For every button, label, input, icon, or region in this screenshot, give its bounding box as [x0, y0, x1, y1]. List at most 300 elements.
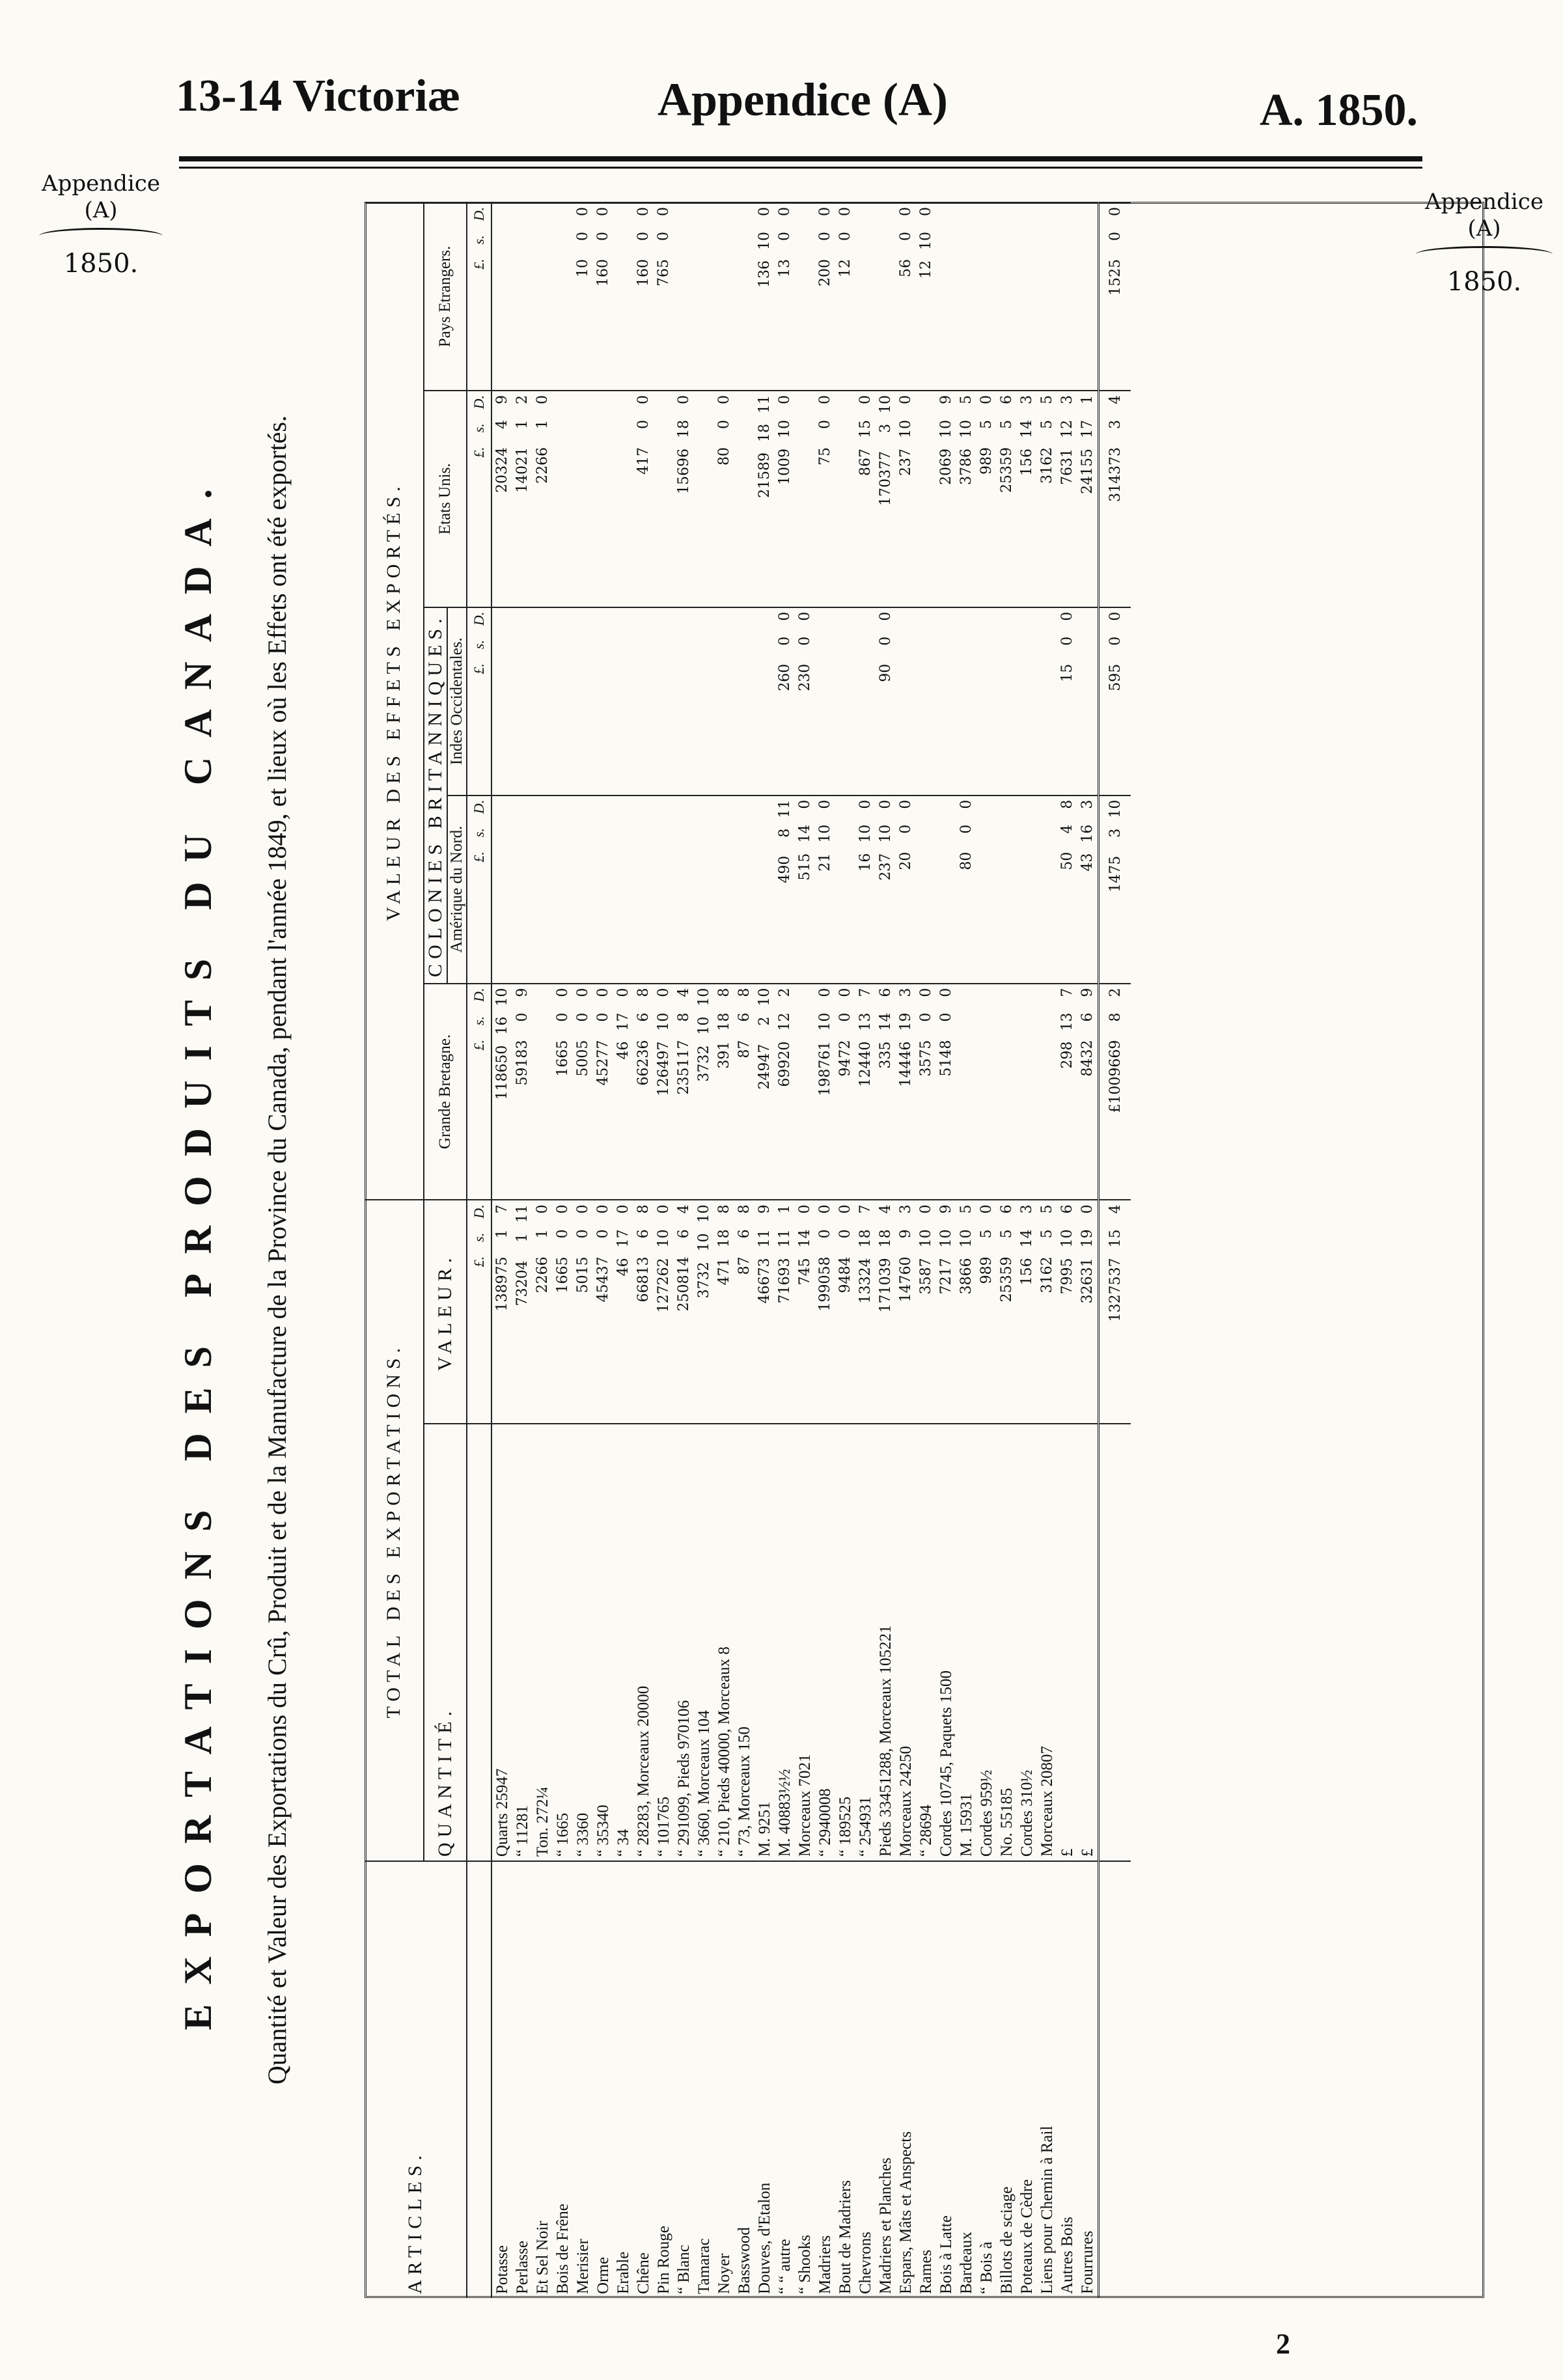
money-value: [1105, 207, 1126, 386]
money-cell: [1077, 202, 1099, 391]
margin-note-year: 1850.: [63, 248, 139, 279]
shillings-value: 5: [1039, 419, 1055, 429]
money-cell: [956, 607, 976, 796]
money-cell: [997, 796, 1017, 984]
pounds-value: 46673: [756, 1258, 773, 1304]
article-name: Bout de Madriers: [837, 2180, 854, 2294]
quantity-cell: [815, 1424, 835, 1861]
pence-value: 0: [756, 207, 773, 216]
pounds-value: 3587: [918, 1258, 934, 1295]
money-value: [573, 1204, 593, 1419]
money-value: [1057, 800, 1077, 979]
pounds-value: 260: [777, 663, 793, 691]
unit-shillings: s.: [471, 1016, 487, 1026]
money-value: [775, 395, 795, 603]
pounds-value: 156: [1019, 1258, 1035, 1286]
money-cell: [573, 796, 593, 984]
shillings-value: 0: [797, 636, 813, 646]
article-name: “ “ autre: [776, 2239, 794, 2294]
quantity-cell: [956, 1424, 976, 1861]
margin-note-label: Appendice: [42, 171, 160, 197]
article-cell: [896, 1861, 916, 2298]
pounds-value: 87: [736, 1040, 753, 1059]
pence-value: 0: [898, 207, 914, 216]
article-name: Perlasse: [514, 2241, 531, 2294]
money-cell: [855, 607, 876, 796]
shillings-value: 0: [575, 1012, 591, 1022]
pounds-value: 250814: [676, 1256, 692, 1312]
shillings-value: 9: [898, 1229, 914, 1239]
money-value: [613, 988, 633, 1196]
pence-value: 0: [534, 1204, 551, 1214]
pounds-value: 7217: [938, 1258, 954, 1295]
shillings-value: 12: [1059, 419, 1075, 438]
money-cell: [876, 796, 896, 984]
unit-shillings: s.: [471, 235, 487, 245]
article-cell: [674, 1861, 694, 2298]
unit-pence: D.: [471, 394, 487, 409]
money-value: [1057, 988, 1077, 1196]
quantity-value: Cordes 959½: [978, 1769, 995, 1857]
pence-value: 6: [878, 988, 894, 997]
article-name: Merisier: [574, 2239, 592, 2294]
money-value: [976, 395, 997, 603]
money-cell: [714, 1200, 734, 1424]
money-value: [956, 800, 976, 979]
table-row: [896, 202, 916, 2298]
money-cell: [734, 202, 754, 391]
quantity-cell: [674, 1424, 694, 1861]
money-value: [593, 988, 613, 1196]
pence-value: 7: [857, 1204, 874, 1214]
article-name: Erable: [615, 2251, 632, 2294]
money-cell: [674, 202, 694, 391]
money-cell: [654, 391, 674, 607]
money-value: [1057, 1204, 1077, 1419]
pence-value: 0: [797, 1204, 813, 1214]
pence-value: 0: [918, 1204, 934, 1214]
quantity-value: Morceaux 7021: [796, 1754, 814, 1857]
pounds-value: 989: [978, 1256, 995, 1284]
shillings-value: 10: [656, 1012, 672, 1031]
money-cell: [976, 984, 997, 1200]
money-value: [1017, 1204, 1037, 1419]
money-cell: [512, 607, 533, 796]
quantity-value: £: [1079, 1848, 1096, 1857]
pence-value: 0: [1107, 207, 1124, 216]
money-cell: [1077, 391, 1099, 607]
article-name: Et Sel Noir: [534, 2221, 551, 2294]
table-row: [815, 202, 835, 2298]
table-row: [533, 202, 553, 2298]
totals-row: [1099, 202, 1131, 2298]
money-value: [896, 395, 916, 603]
article-cell: [593, 1861, 613, 2298]
quantity-cell: [976, 1424, 997, 1861]
table-row: [775, 202, 795, 2298]
money-cell: [512, 1200, 533, 1424]
shillings-value: 10: [918, 232, 934, 250]
shillings-value: 14: [1019, 419, 1035, 438]
money-value: [633, 1204, 654, 1419]
quantity-value: “ 11281: [514, 1805, 531, 1857]
table-row: [512, 202, 533, 2298]
pence-value: 0: [817, 394, 833, 404]
quantity-value: “ 101765: [655, 1796, 672, 1857]
article-name: Chevrons: [857, 2232, 874, 2294]
pounds-value: 2266: [534, 447, 551, 484]
pence-value: 0: [656, 207, 672, 216]
pounds-value: 12440: [857, 1041, 874, 1087]
unit-pounds: £.: [471, 1040, 487, 1051]
shillings-value: 0: [878, 636, 894, 646]
pence-value: 0: [817, 1204, 833, 1214]
pence-value: 11: [514, 1204, 531, 1223]
money-value: [492, 1204, 512, 1419]
quantity-value: “ 34: [615, 1829, 632, 1857]
pounds-value: 138975: [494, 1256, 510, 1312]
article-cell: [1077, 1861, 1099, 2298]
pounds-value: 989: [978, 447, 995, 475]
money-cell: [654, 984, 674, 1200]
quantity-value: M. 15931: [958, 1793, 975, 1857]
unit-labels: [471, 800, 488, 979]
money-cell: [1037, 984, 1057, 1200]
article-cell: [775, 1861, 795, 2298]
money-value: [997, 1204, 1017, 1419]
pence-value: 4: [878, 1204, 894, 1214]
shillings-value: 18: [857, 1229, 874, 1248]
pounds-value: 335: [878, 1041, 894, 1069]
pence-value: 9: [756, 1204, 773, 1214]
unit-labels: [471, 612, 488, 791]
money-cell: [491, 796, 512, 984]
quantity-cell: [694, 1424, 714, 1861]
money-cell: [1017, 796, 1037, 984]
money-value: [1105, 1204, 1126, 1419]
col-group-total: TOTAL DES EXPORTATIONS.: [365, 1200, 424, 1861]
pence-value: 8: [716, 988, 732, 997]
pence-value: 0: [878, 611, 894, 621]
unit-pounds: £.: [471, 663, 487, 674]
money-cell: [815, 391, 835, 607]
pence-value: 0: [595, 1204, 611, 1214]
money-value: [815, 988, 835, 1196]
money-cell: [1017, 391, 1037, 607]
pence-value: 7: [494, 1204, 510, 1214]
shillings-value: 18: [716, 1012, 732, 1031]
money-cell: [916, 1200, 936, 1424]
margin-note-paren: (A): [1467, 215, 1501, 242]
running-head-year: A. 1850.: [1260, 85, 1418, 135]
money-cell: [855, 984, 876, 1200]
running-head-session: 13-14 Victoriæ: [176, 71, 461, 121]
shillings-value: 0: [656, 232, 672, 241]
money-cell: [936, 984, 956, 1200]
pence-value: 9: [938, 1204, 954, 1214]
article-cell: [815, 1861, 835, 2298]
quantity-cell: [553, 1424, 573, 1861]
table-body: [491, 202, 1131, 2298]
unit-labels: [471, 207, 488, 386]
quantity-value: Ton. 272¼: [534, 1786, 551, 1857]
money-cell: [997, 202, 1017, 391]
money-cell: [956, 1200, 976, 1424]
pounds-value: 45437: [595, 1256, 611, 1303]
shillings-value: 0: [837, 1012, 853, 1022]
shillings-value: 1: [534, 419, 551, 429]
shillings-value: 6: [635, 1012, 652, 1022]
pounds-value: 200: [817, 259, 833, 286]
money-cell: [714, 202, 734, 391]
shillings-value: 3: [1107, 419, 1124, 429]
money-cell: [1057, 607, 1077, 796]
money-cell: [775, 202, 795, 391]
pence-value: 0: [797, 799, 813, 809]
shillings-value: 19: [1079, 1229, 1096, 1248]
money-cell: [654, 607, 674, 796]
pounds-value: 3575: [918, 1040, 934, 1077]
quantity-value: “ 189525: [837, 1796, 854, 1857]
pence-value: 2: [777, 988, 793, 997]
article-name: “ Bois à: [978, 2241, 995, 2294]
money-cell: [553, 202, 573, 391]
pence-value: 0: [857, 394, 874, 404]
pounds-value: 1475: [1107, 855, 1124, 893]
money-value: [936, 988, 956, 1196]
table-row: [593, 202, 613, 2298]
money-cell: [835, 984, 855, 1200]
quantity-cell: [1037, 1424, 1057, 1861]
money-cell: [654, 202, 674, 391]
pence-value: 0: [817, 207, 833, 216]
quantity-value: “ 1665: [554, 1812, 572, 1857]
money-value: [815, 1204, 835, 1419]
pence-value: 0: [1059, 611, 1075, 621]
col-quantite: QUANTITÉ.: [424, 1424, 467, 1861]
shillings-value: 17: [1079, 419, 1096, 438]
shillings-value: 18: [878, 1229, 894, 1248]
pence-value: 3: [1079, 799, 1096, 809]
unit-shillings: s.: [471, 423, 487, 433]
quantity-cell: [1057, 1424, 1077, 1861]
article-name: Bardeaux: [958, 2232, 975, 2294]
pence-value: 0: [575, 988, 591, 997]
money-cell: [1099, 1200, 1131, 1424]
money-value: [795, 612, 815, 791]
pounds-value: 75: [817, 447, 833, 465]
article-cell: [916, 1861, 936, 2298]
pence-value: 0: [817, 799, 833, 809]
pence-value: 2: [514, 394, 531, 404]
quantity-cell: [613, 1424, 633, 1861]
money-cell: [936, 796, 956, 984]
money-value: [835, 988, 855, 1196]
shillings-value: 4: [1059, 824, 1075, 834]
col-group-effets: VALEUR DES EFFETS EXPORTÉS.: [365, 202, 424, 1200]
shillings-value: 0: [595, 1012, 611, 1022]
shillings-value: 0: [575, 232, 591, 241]
shillings-value: 0: [918, 1012, 934, 1022]
quantity-cell: [754, 1424, 775, 1861]
shillings-value: 15: [857, 419, 874, 438]
table-row: [855, 202, 876, 2298]
money-cell: [997, 1200, 1017, 1424]
pounds-value: 136: [756, 260, 773, 288]
pounds-value: 14446: [898, 1041, 914, 1087]
money-value: [815, 207, 835, 386]
money-cell: [533, 607, 553, 796]
quantity-value: Quarts 25947: [493, 1768, 511, 1857]
pence-value: 10: [494, 988, 510, 1006]
pounds-value: 199058: [817, 1256, 833, 1312]
money-cell: [896, 391, 916, 607]
pence-value: 6: [999, 1204, 1015, 1214]
quantity-value: “ 73, Morceaux 150: [736, 1726, 753, 1857]
shillings-value: 8: [676, 1012, 692, 1022]
quantity-value: Cordes 10745, Paquets 1500: [937, 1670, 955, 1857]
money-cell: [876, 1200, 896, 1424]
shillings-value: 17: [615, 1229, 631, 1248]
money-cell: [1077, 1200, 1099, 1424]
pence-value: 2: [1107, 988, 1124, 997]
pounds-value: 13: [777, 259, 793, 277]
money-value: [694, 1204, 714, 1419]
margin-note-paren: (A): [84, 197, 118, 223]
col-amerique-nord: Amérique du Nord.: [447, 796, 467, 984]
money-value: [1105, 800, 1126, 979]
money-cell: [936, 391, 956, 607]
shillings-value: 5: [999, 419, 1015, 429]
money-cell: [633, 984, 654, 1200]
money-value: [654, 988, 674, 1196]
money-cell: [593, 607, 613, 796]
money-cell: [896, 607, 916, 796]
money-cell: [593, 796, 613, 984]
money-cell: [1099, 796, 1131, 984]
shillings-value: 10: [777, 419, 793, 438]
pence-value: 0: [857, 799, 874, 809]
table-row: [613, 202, 633, 2298]
money-cell: [512, 984, 533, 1200]
pence-value: 1: [777, 1204, 793, 1214]
quantity-value: “ 3360: [574, 1812, 592, 1857]
quantity-value: Cordes 310½: [1018, 1769, 1036, 1857]
brace-icon: [39, 228, 163, 244]
shillings-value: 10: [958, 1229, 975, 1248]
pounds-value: 1665: [555, 1256, 571, 1294]
pence-value: 5: [958, 394, 975, 404]
money-cell: [916, 391, 936, 607]
money-value: [654, 207, 674, 386]
money-cell: [593, 984, 613, 1200]
money-value: [956, 1204, 976, 1419]
shillings-value: 1: [514, 1233, 531, 1243]
pounds-value: 9484: [837, 1256, 853, 1294]
money-value: [775, 800, 795, 979]
table-row: [876, 202, 896, 2298]
money-value: [593, 1204, 613, 1419]
money-value: [896, 988, 916, 1196]
money-value: [512, 988, 533, 1196]
money-cell: [775, 607, 795, 796]
money-value: [593, 207, 613, 386]
quantity-cell: [654, 1424, 674, 1861]
money-cell: [553, 1200, 573, 1424]
col-indes-occ: Indes Occidentales.: [447, 607, 467, 796]
shillings-value: 0: [958, 824, 975, 834]
col-articles: ARTICLES.: [365, 1861, 467, 2298]
shillings-value: 0: [898, 824, 914, 834]
pounds-value: 391: [716, 1041, 732, 1069]
money-value: [714, 395, 734, 603]
pence-value: 0: [817, 988, 833, 997]
money-cell: [754, 391, 775, 607]
pounds-value: 66236: [635, 1040, 652, 1086]
pence-value: 5: [1039, 1204, 1055, 1214]
pounds-value: 5148: [938, 1040, 954, 1077]
pounds-value: 14760: [898, 1256, 914, 1303]
pence-value: 10: [696, 988, 712, 1006]
shillings-value: 0: [1107, 232, 1124, 241]
money-value: [1077, 395, 1098, 603]
money-cell: [754, 1200, 775, 1424]
shillings-value: 10: [878, 824, 894, 843]
money-cell: [533, 1200, 553, 1424]
money-value: [674, 988, 694, 1196]
shillings-value: 0: [817, 232, 833, 241]
unit-cell: [467, 984, 491, 1200]
pence-value: 0: [1107, 611, 1124, 621]
money-cell: [553, 607, 573, 796]
pence-value: 0: [615, 988, 631, 997]
money-cell: [734, 1200, 754, 1424]
money-cell: [754, 984, 775, 1200]
quantity-cell: [835, 1424, 855, 1861]
unit-labels: [471, 395, 488, 603]
unit-shillings: s.: [471, 640, 487, 650]
unit-pounds: £.: [471, 447, 487, 458]
money-value: [734, 1204, 754, 1419]
pence-value: 0: [918, 207, 934, 216]
col-group-colonies: COLONIES BRITANNIQUES.: [424, 607, 447, 984]
money-cell: [694, 796, 714, 984]
money-value: [936, 395, 956, 603]
table-row: [956, 202, 976, 2298]
money-cell: [734, 391, 754, 607]
money-value: [1105, 988, 1126, 1196]
pence-value: 3: [1059, 394, 1075, 404]
money-value: [936, 1204, 956, 1419]
money-cell: [815, 607, 835, 796]
pence-value: 0: [1079, 1204, 1096, 1214]
pounds-value: 515: [797, 853, 813, 881]
shillings-value: 6: [676, 1229, 692, 1239]
money-value: [1077, 988, 1098, 1196]
shillings-value: 17: [615, 1012, 631, 1031]
article-cell: [997, 1861, 1017, 2298]
article-cell: [855, 1861, 876, 2298]
rotated-table-page: [150, 182, 1549, 2318]
money-value: [916, 207, 936, 386]
money-value: [533, 395, 553, 603]
shillings-value: 5: [999, 1229, 1015, 1239]
shillings-value: 0: [837, 1229, 853, 1239]
pence-value: 0: [837, 988, 853, 997]
money-cell: [674, 1200, 694, 1424]
quantity-cell: [876, 1424, 896, 1861]
article-cell: [654, 1861, 674, 2298]
